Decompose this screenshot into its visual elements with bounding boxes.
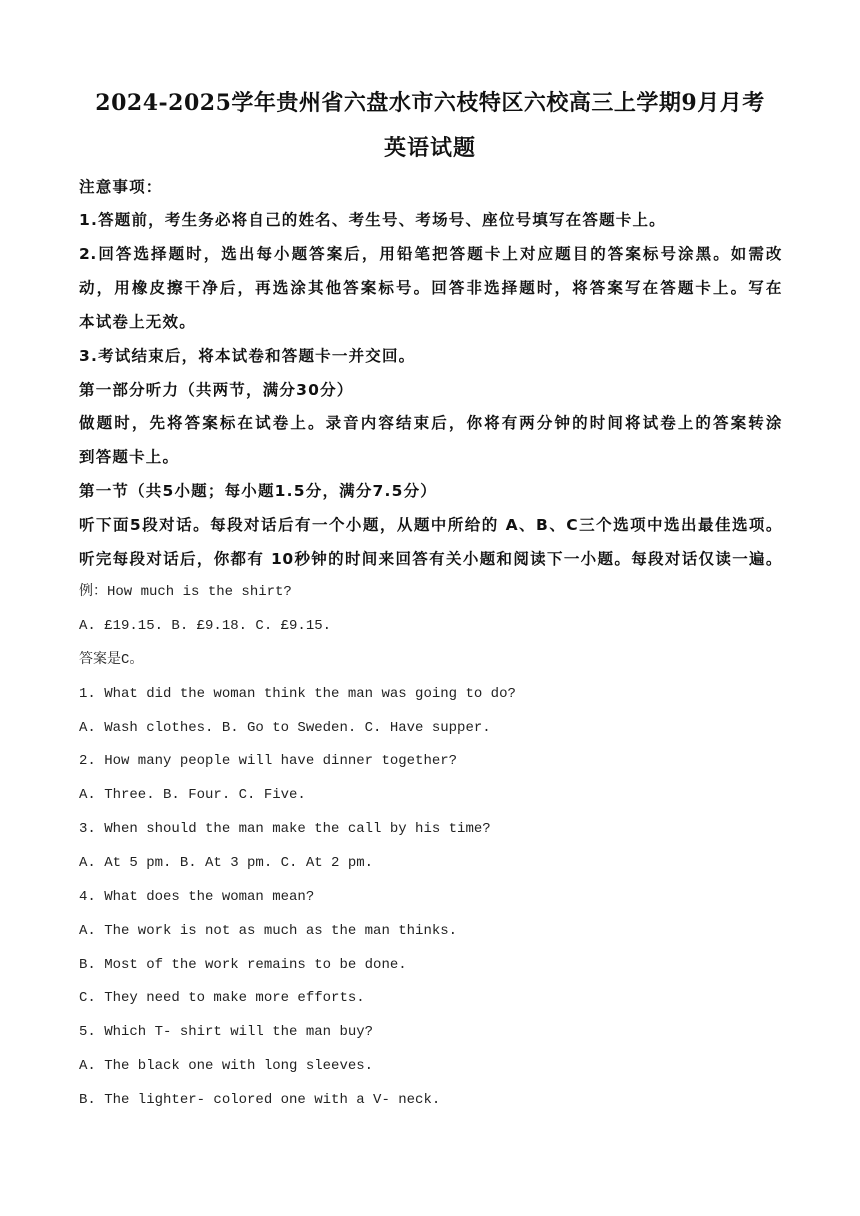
notice-item-1: 1.答题前，考生务必将自己的姓名、考生号、考场号、座位号填写在答题卡上。 — [79, 211, 666, 229]
question-1-options: A. Wash clothes. B. Go to Sweden. C. Have supper. — [79, 720, 491, 736]
notice-item-2-line-3: 本试卷上无效。 — [79, 313, 196, 331]
question-4-option-a: A. The work is not as much as the man thinks. — [79, 923, 458, 939]
question-5-option-a: A. The black one with long sleeves. — [79, 1058, 374, 1074]
part1-instruction-line-2: 到答题卡上。 — [79, 448, 180, 466]
section1-heading: 第一节（共5小题；每小题1.5分，满分7.5分） — [79, 482, 438, 500]
section1-instruction-line-2: 听完每段对话后，你都有 10秒钟的时间来回答有关小题和阅读下一小题。每段对话仅读一遍。 — [79, 550, 782, 568]
notice-heading: 注意事项： — [79, 178, 163, 196]
notice-item-2-line-2: 动，用橡皮擦干净后，再选涂其他答案标号。回答非选择题时，将答案写在答题卡上。写在 — [79, 279, 782, 297]
question-3-stem: 3. When should the man make the call by his time? — [79, 821, 491, 837]
example-question: 例：How much is the shirt? — [79, 584, 292, 600]
example-answer: 答案是C。 — [79, 652, 144, 668]
question-2-stem: 2. How many people will have dinner together? — [79, 753, 458, 769]
question-4-option-b: B. Most of the work remains to be done. — [79, 957, 407, 973]
notice-item-3: 3.考试结束后，将本试卷和答题卡一并交回。 — [79, 347, 416, 365]
question-4-option-c: C. They need to make more efforts. — [79, 990, 365, 1006]
question-5-option-b: B. The lighter- colored one with a V- neck. — [79, 1092, 441, 1108]
section1-instruction-line-1: 听下面5段对话。每段对话后有一个小题，从题中所给的 A、B、C三个选项中选出最佳选项。 — [79, 516, 782, 534]
part1-heading: 第一部分听力（共两节，满分30分） — [79, 381, 354, 399]
question-3-options: A. At 5 pm. B. At 3 pm. C. At 2 pm. — [79, 855, 374, 871]
exam-title: 2024-2025学年贵州省六盘水市六枝特区六校高三上学期9月月考 — [95, 90, 765, 116]
question-1-stem: 1. What did the woman think the man was going to do? — [79, 686, 516, 702]
notice-item-2-line-1: 2.回答选择题时，选出每小题答案后，用铅笔把答题卡上对应题目的答案标号涂黑。如需改 — [79, 245, 782, 263]
question-4-stem: 4. What does the woman mean? — [79, 889, 315, 905]
exam-subject-title: 英语试题 — [383, 135, 476, 161]
example-options: A. £19.15. B. £9.18. C. £9.15. — [79, 618, 332, 634]
question-5-stem: 5. Which T- shirt will the man buy? — [79, 1024, 374, 1040]
part1-instruction-line-1: 做题时，先将答案标在试卷上。录音内容结束后，你将有两分钟的时间将试卷上的答案转涂 — [79, 414, 782, 432]
question-2-options: A. Three. B. Four. C. Five. — [79, 787, 306, 803]
